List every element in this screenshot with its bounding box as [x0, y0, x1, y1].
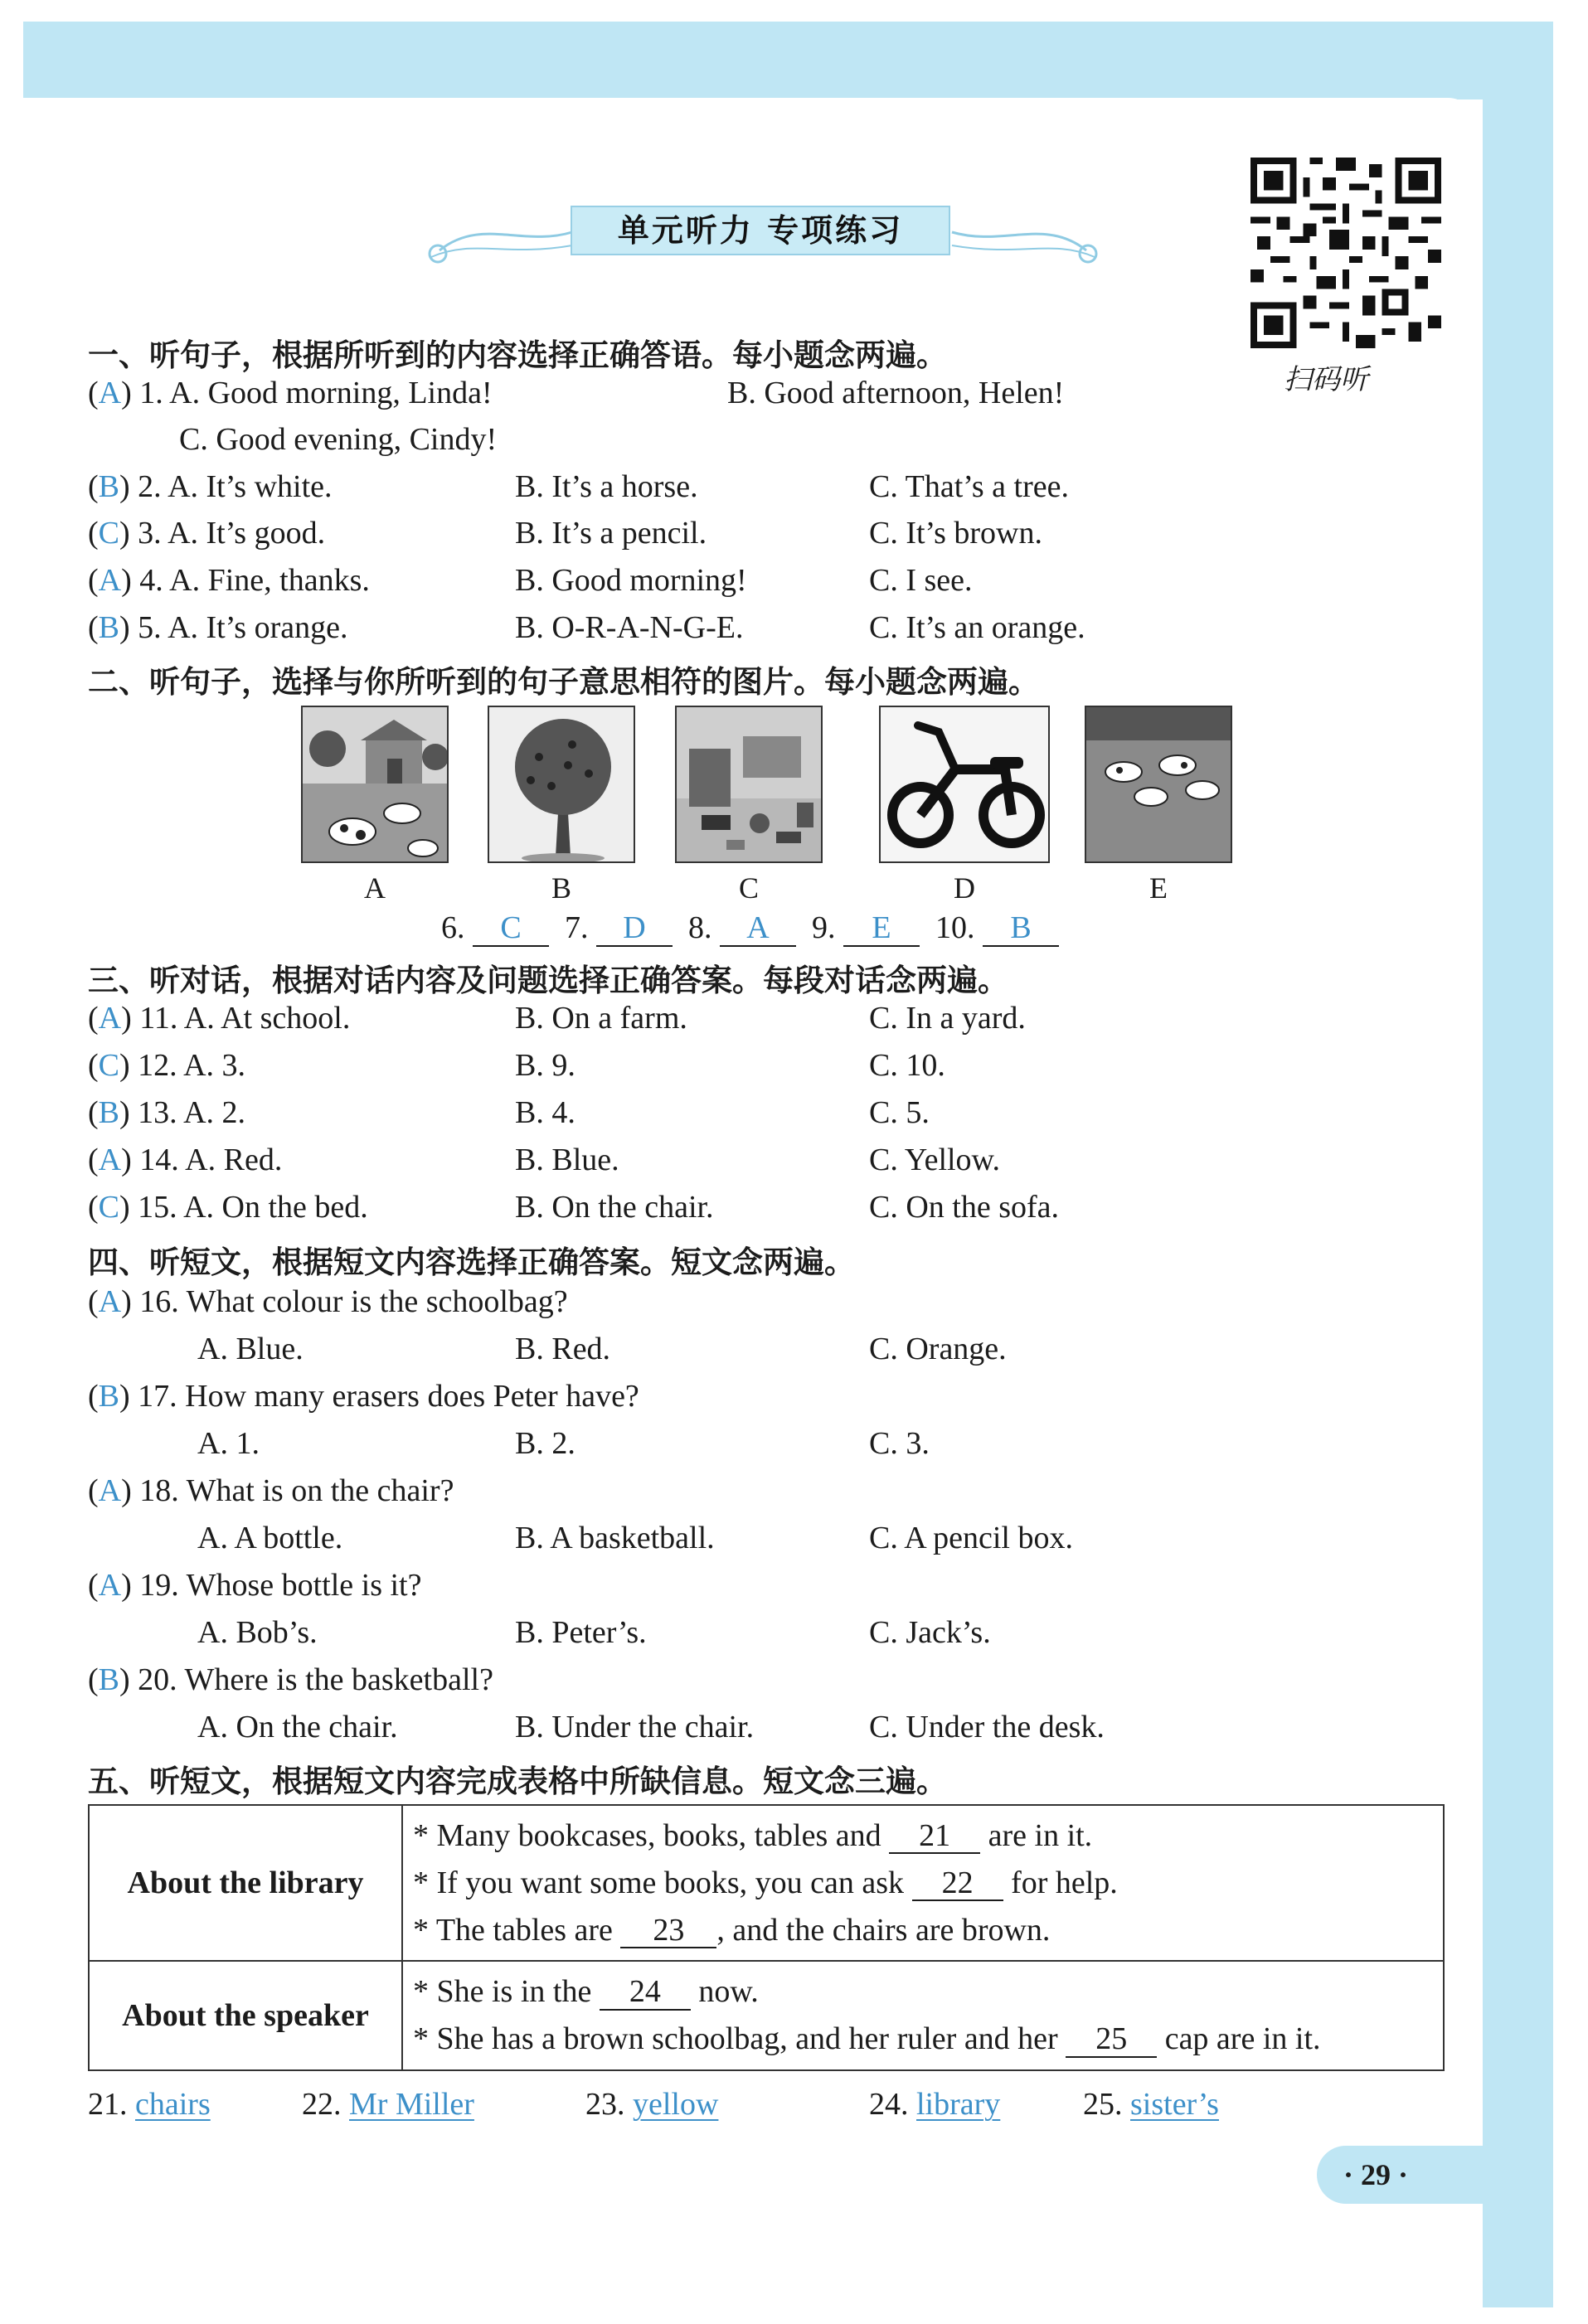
option-c: C. 3.	[869, 1426, 930, 1461]
answer-mark: C	[98, 1190, 120, 1225]
option-a: A. It’s orange.	[168, 610, 348, 645]
option-b: B. It’s a pencil.	[515, 516, 707, 551]
question-line: (A) 1. A. Good morning, Linda!	[88, 376, 493, 410]
option-a: A. 3.	[183, 1048, 246, 1083]
question-line: (B) 20. Where is the basketball?	[88, 1662, 493, 1697]
header-title: 单元听力 专项练习	[571, 206, 950, 255]
option-c: C. In a yard.	[869, 1001, 1026, 1036]
answer-blank: E	[843, 912, 920, 947]
fill-answer: 24. library	[869, 2087, 1001, 2122]
table-line: * She has a brown schoolbag, and her ruler and her 25 cap are in it.	[413, 2021, 1321, 2056]
question-line: (B) 2. A. It’s white.	[88, 469, 333, 504]
section-title-4: 四、听短文，根据短文内容选择正确答案。短文念两遍。	[88, 1244, 855, 1280]
answer-mark: A	[98, 1568, 122, 1603]
option-c: C. A pencil box.	[869, 1521, 1073, 1555]
section-title-1: 一、听句子，根据所听到的内容选择正确答语。每小题念两遍。	[88, 337, 947, 373]
option-b: B. It’s a horse.	[515, 469, 698, 504]
table-row-header-speaker: About the speaker	[89, 1961, 402, 2070]
option-c: C. On the sofa.	[869, 1190, 1060, 1225]
question-line: (B) 13. A. 2.	[88, 1095, 246, 1130]
question-text: 20. Where is the basketball?	[138, 1662, 493, 1697]
answer-blank: B	[983, 912, 1059, 947]
option-c: C. Good evening, Cindy!	[179, 422, 498, 457]
top-band	[23, 22, 1553, 99]
option-c: C. That’s a tree.	[869, 469, 1069, 504]
fill-answer: 22. Mr Miller	[302, 2087, 474, 2122]
bike-icon	[881, 707, 1050, 863]
answer-blank: D	[596, 912, 673, 947]
picture-b-tree	[488, 706, 635, 863]
option-c: C. Yellow.	[869, 1143, 1001, 1177]
option-c: C. 5.	[869, 1095, 930, 1130]
option-a: A. On the bed.	[183, 1190, 368, 1225]
option-c: C. I see.	[869, 563, 973, 598]
answer-mark: A	[98, 1001, 122, 1036]
picture-c-room	[675, 706, 823, 863]
table-cell-speaker	[402, 1961, 1444, 2070]
picture-label: C	[738, 871, 759, 905]
question-text: 16. What colour is the schoolbag?	[139, 1284, 568, 1319]
table-line: * She is in the 24 now.	[413, 1974, 759, 2009]
picture-e-cows	[1085, 706, 1232, 863]
picture-label: D	[954, 871, 975, 905]
picture-label: A	[364, 871, 386, 905]
option-c: C. Jack’s.	[869, 1615, 991, 1650]
answer-text: yellow	[633, 2087, 719, 2122]
option-b: B. 9.	[515, 1048, 575, 1083]
answer-mark: B	[98, 1095, 120, 1130]
answer-text: library	[916, 2087, 1001, 2122]
question-line: (A) 18. What is on the chair?	[88, 1473, 454, 1508]
fill-answer: 23. yellow	[585, 2087, 719, 2122]
table-line: * Many bookcases, books, tables and 21 are in it.	[413, 1817, 1093, 1853]
answer-blank: C	[473, 912, 549, 947]
option-a: A. 2.	[183, 1095, 246, 1130]
question-text: 19. Whose bottle is it?	[139, 1568, 422, 1603]
fill-answer: 21. chairs	[88, 2087, 211, 2122]
blank-25: 25	[1066, 2023, 1157, 2058]
question-line: (A) 11. A. At school.	[88, 1001, 351, 1036]
option-a: A. At school.	[183, 1001, 351, 1036]
blank-22: 22	[912, 1867, 1003, 1902]
answer-blank: A	[720, 912, 796, 947]
answer-mark: C	[98, 516, 120, 551]
cows-field-icon	[1086, 707, 1232, 863]
answer-mark: B	[98, 469, 120, 504]
table-cell-library	[402, 1805, 1444, 1961]
answer-mark: A	[98, 376, 122, 410]
option-b: B. 4.	[515, 1095, 575, 1130]
qr-caption: 扫码听	[1284, 363, 1368, 396]
apple-tree-icon	[489, 707, 635, 863]
option-a: A. On the chair.	[197, 1710, 398, 1744]
picture-label: E	[1149, 871, 1168, 905]
option-a: A. Blue.	[197, 1332, 304, 1366]
page-number: · 29 ·	[1317, 2146, 1553, 2204]
answer-mark: B	[98, 1662, 120, 1697]
option-c: C. 10.	[869, 1048, 945, 1083]
picture-a-farm	[301, 706, 449, 863]
section-title-3: 三、听对话，根据对话内容及问题选择正确答案。每段对话念两遍。	[88, 963, 1008, 998]
answer-mark: B	[98, 1379, 120, 1414]
option-a: A. It’s good.	[168, 516, 326, 551]
option-c: C. Under the desk.	[869, 1710, 1105, 1744]
option-b: B. Red.	[515, 1332, 611, 1366]
option-a: A. Fine, thanks.	[169, 563, 370, 598]
info-table	[88, 1804, 1445, 2071]
answer-mark: A	[98, 563, 122, 598]
right-band	[1483, 22, 1553, 2307]
section-title-5: 五、听短文，根据短文内容完成表格中所缺信息。短文念三遍。	[88, 1764, 947, 1799]
answer-mark: A	[98, 1284, 122, 1319]
option-a: A. Bob’s.	[197, 1615, 318, 1650]
option-b: B. O-R-A-N-G-E.	[515, 610, 744, 645]
question-line: (C) 3. A. It’s good.	[88, 516, 326, 551]
picture-answers-row: 6. C 7. D 8. A 9. E 10. B	[441, 910, 1059, 947]
answer-text: sister’s	[1130, 2087, 1219, 2122]
question-line: (B) 5. A. It’s orange.	[88, 610, 348, 645]
section-title-2: 二、听句子，选择与你所听到的句子意思相符的图片。每小题念两遍。	[88, 664, 1039, 700]
option-b: B. Blue.	[515, 1143, 619, 1177]
table-row-header-library: About the library	[89, 1805, 402, 1961]
option-a: A. Red.	[185, 1143, 283, 1177]
answer-text: chairs	[135, 2087, 211, 2122]
question-line: (C) 12. A. 3.	[88, 1048, 246, 1083]
option-c: C. Orange.	[869, 1332, 1007, 1366]
farm-cows-icon	[303, 707, 449, 863]
option-a: A. It’s white.	[168, 469, 333, 504]
question-line: (A) 4. A. Fine, thanks.	[88, 563, 370, 598]
option-b: B. Good afternoon, Helen!	[727, 376, 1065, 410]
option-b: B. Peter’s.	[515, 1615, 647, 1650]
option-b: B. Good morning!	[515, 563, 747, 598]
question-text: 17. How many erasers does Peter have?	[138, 1379, 639, 1414]
question-line: (A) 16. What colour is the schoolbag?	[88, 1284, 568, 1319]
option-b: B. A basketball.	[515, 1521, 715, 1555]
option-a: A. A bottle.	[197, 1521, 343, 1555]
answer-mark: A	[98, 1143, 122, 1177]
question-line: (B) 17. How many erasers does Peter have?	[88, 1379, 639, 1414]
blank-23: 23	[620, 1914, 716, 1949]
question-text: 18. What is on the chair?	[139, 1473, 454, 1508]
qr-code-icon[interactable]	[1250, 158, 1441, 348]
blank-21: 21	[889, 1820, 980, 1855]
option-a: A. Good morning, Linda!	[169, 376, 493, 410]
answer-text: Mr Miller	[349, 2087, 474, 2122]
question-line: (A) 14. A. Red.	[88, 1143, 283, 1177]
option-a: A. 1.	[197, 1426, 260, 1461]
picture-d-bike	[879, 706, 1050, 863]
picture-label: B	[551, 871, 571, 905]
answer-mark: B	[98, 610, 120, 645]
option-b: B. Under the chair.	[515, 1710, 755, 1744]
fill-answer: 25. sister’s	[1083, 2087, 1219, 2122]
question-line: (C) 15. A. On the bed.	[88, 1190, 368, 1225]
answer-mark: C	[98, 1048, 120, 1083]
option-b: B. On the chair.	[515, 1190, 714, 1225]
answer-mark: A	[98, 1473, 122, 1508]
table-line: * The tables are 23 , and the chairs are brown.	[413, 1912, 1051, 1948]
table-line: * If you want some books, you can ask 22 for help.	[413, 1865, 1118, 1900]
option-c: C. It’s brown.	[869, 516, 1042, 551]
option-b: B. On a farm.	[515, 1001, 687, 1036]
option-c: C. It’s an orange.	[869, 610, 1085, 645]
blank-24: 24	[600, 1976, 691, 2011]
option-b: B. 2.	[515, 1426, 575, 1461]
messy-room-icon	[677, 707, 823, 863]
section-header	[415, 199, 1111, 274]
question-line: (A) 19. Whose bottle is it?	[88, 1568, 422, 1603]
